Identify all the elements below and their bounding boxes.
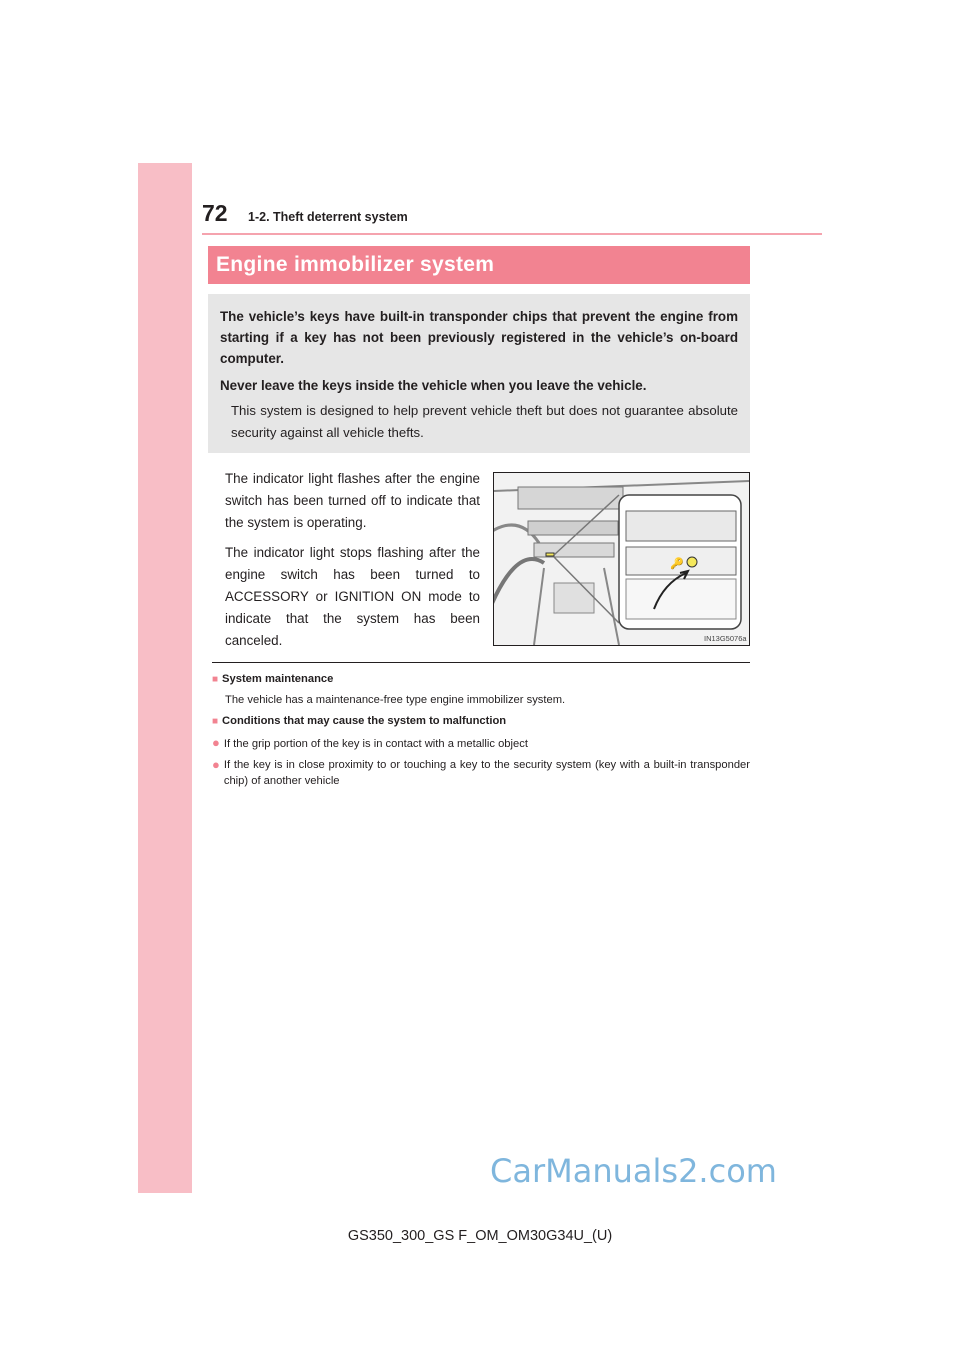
page-number: 72 xyxy=(202,200,228,226)
section-title: 1-2. Theft deterrent system xyxy=(248,210,408,224)
maintenance-title: System maintenance xyxy=(222,673,334,685)
watermark: CarManuals2.com xyxy=(490,1152,777,1190)
page-heading: Engine immobilizer system xyxy=(208,246,750,284)
svg-text:🔑: 🔑 xyxy=(670,557,684,570)
illustration-code: IN13G5076a xyxy=(704,634,747,643)
footer-code: GS350_300_GS F_OM_OM30G34U_(U) xyxy=(347,1228,613,1244)
bullet-item-1 xyxy=(212,735,528,750)
body-paragraph-1: The indicator light flashes after the engine switch has been turned off to indicate that the system is operating. xyxy=(225,471,480,530)
bullet-1-text: If the grip portion of the key is in contact with a metallic object xyxy=(223,738,528,750)
disclaimer-text: This system is designed to help prevent vehicle theft but does not guarantee absolute security against all vehicle thefts. xyxy=(231,403,738,440)
maintenance-text: The vehicle has a maintenance-free type engine immobilizer system. xyxy=(225,694,566,706)
side-tab-band xyxy=(138,163,192,1193)
body-text xyxy=(225,468,480,660)
bullet-2-text: If the key is in close proximity to or touching a key to the security system (key with a built-in transponder chip) of another vehicle xyxy=(223,759,750,787)
maintenance-heading xyxy=(212,673,333,685)
intro-box xyxy=(208,294,750,453)
divider xyxy=(212,662,750,663)
warning-text: Never leave the keys inside the vehicle when you leave the vehicle. xyxy=(220,378,647,393)
dashboard-illustration xyxy=(493,472,750,646)
round-bullet-icon: ● xyxy=(212,757,220,772)
square-bullet-icon: ■ xyxy=(212,674,219,685)
round-bullet-icon: ● xyxy=(212,735,220,750)
intro-text: The vehicle’s keys have built-in transponder chips that prevent the engine from starting if a key has not been previously registered in the vehicle’s on-board computer. xyxy=(220,309,738,366)
malfunction-heading xyxy=(212,715,506,727)
header-rule xyxy=(202,233,822,235)
square-bullet-icon: ■ xyxy=(212,716,219,727)
malfunction-title: Conditions that may cause the system to malfunction xyxy=(222,715,507,727)
bullet-item-2 xyxy=(212,757,750,789)
dashboard-drawing xyxy=(494,473,749,645)
body-paragraph-2: The indicator light stops flashing after the engine switch has been turned to ACCESSORY or IGNITION ON mode to indicate that the system has been canceled. xyxy=(225,545,480,648)
